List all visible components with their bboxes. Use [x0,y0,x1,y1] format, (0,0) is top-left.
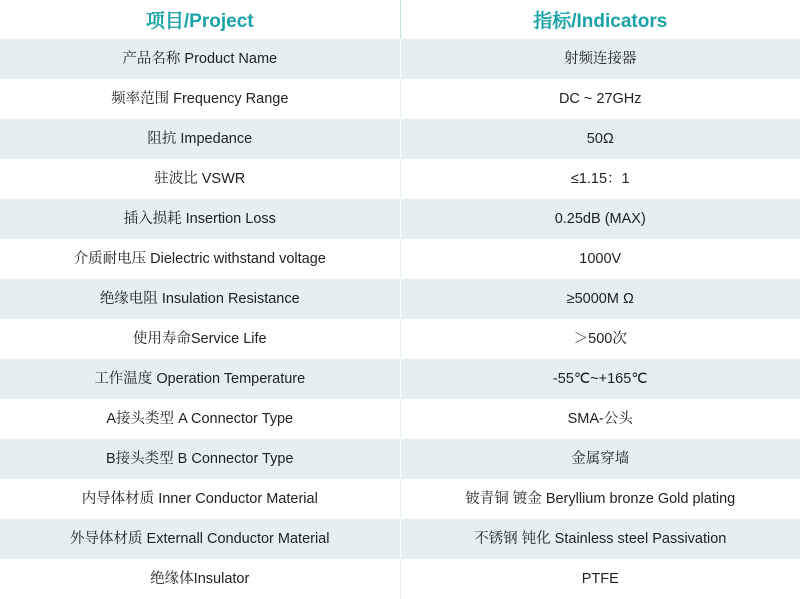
cell-indicator: DC ~ 27GHz [400,79,800,119]
table-row [0,39,800,79]
table-row [0,279,800,319]
column-header-indicators: 指标/Indicators [400,0,800,39]
cell-indicator: 金属穿墙 [400,439,800,479]
cell-project: 绝缘体Insulator [0,559,400,599]
cell-indicator: PTFE [400,559,800,599]
cell-indicator: 射频连接器 [400,39,800,79]
table-row [0,239,800,279]
table-row [0,319,800,359]
table-header-row [0,0,800,39]
cell-indicator: 50Ω [400,119,800,159]
table-row [0,199,800,239]
cell-project: 阻抗 Impedance [0,119,400,159]
cell-project: 频率范围 Frequency Range [0,79,400,119]
table-row [0,159,800,199]
table-row [0,79,800,119]
table-body [0,39,800,599]
table-row [0,559,800,599]
cell-project: 外导体材质 Externall Conductor Material [0,519,400,559]
table-row [0,479,800,519]
cell-project: 内导体材质 Inner Conductor Material [0,479,400,519]
cell-indicator: ＞500次 [400,319,800,359]
cell-indicator: -55℃~+165℃ [400,359,800,399]
table-row [0,399,800,439]
cell-project: 插入损耗 Insertion Loss [0,199,400,239]
cell-indicator: 0.25dB (MAX) [400,199,800,239]
cell-project: A接头类型 A Connector Type [0,399,400,439]
cell-project: B接头类型 B Connector Type [0,439,400,479]
cell-indicator: SMA-公头 [400,399,800,439]
table-row [0,359,800,399]
cell-indicator: ≤1.15：1 [400,159,800,199]
cell-project: 驻波比 VSWR [0,159,400,199]
cell-project: 使用寿命Service Life [0,319,400,359]
cell-project: 绝缘电阻 Insulation Resistance [0,279,400,319]
cell-indicator: ≥5000M Ω [400,279,800,319]
cell-indicator: 铍青铜 镀金 Beryllium bronze Gold plating [400,479,800,519]
column-header-project: 项目/Project [0,0,400,39]
table-row [0,119,800,159]
cell-indicator: 1000V [400,239,800,279]
cell-project: 介质耐电压 Dielectric withstand voltage [0,239,400,279]
table-row [0,519,800,559]
cell-indicator: 不锈钢 钝化 Stainless steel Passivation [400,519,800,559]
table-row [0,439,800,479]
cell-project: 产品名称 Product Name [0,39,400,79]
table-header [0,0,800,39]
cell-project: 工作温度 Operation Temperature [0,359,400,399]
